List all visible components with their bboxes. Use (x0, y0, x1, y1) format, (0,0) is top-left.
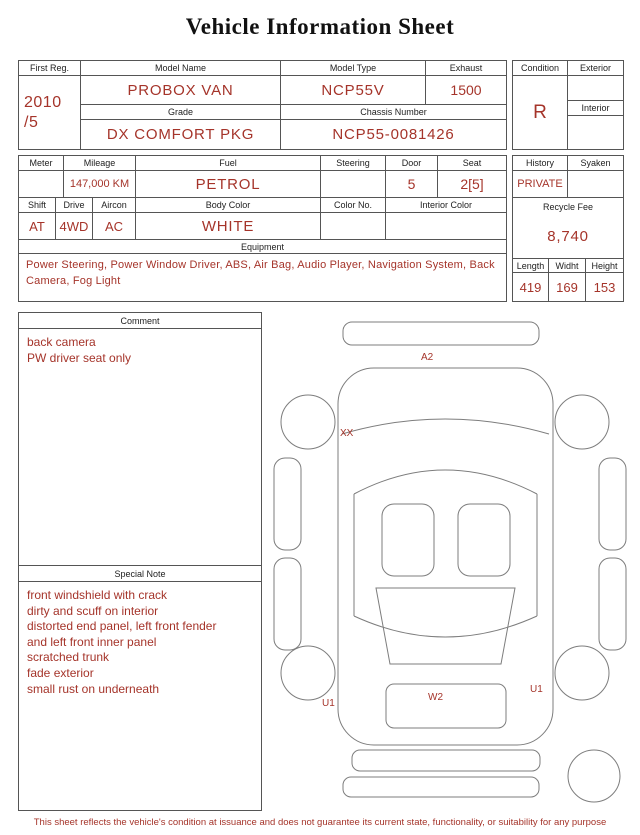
steering-label: Steering (321, 156, 386, 171)
interior-value (568, 116, 623, 149)
exterior-value (568, 76, 623, 101)
exhaust-label: Exhaust (426, 61, 506, 76)
condition-table (512, 60, 624, 150)
exterior-label: Exterior (568, 61, 623, 76)
body-color-value: WHITE (136, 213, 321, 240)
special-note-line: scratched trunk (27, 650, 110, 665)
fuel-value: PETROL (136, 171, 321, 198)
left-rear-door-panel (274, 558, 301, 650)
equipment-value: Power Steering, Power Window Driver, ABS, Air Bag, Audio Player, Navigation System, Back Camera, Fog Light (26, 259, 495, 287)
height-label: Height (586, 259, 623, 273)
seat-value: 2[5] (438, 171, 506, 198)
interior-label: Interior (568, 101, 623, 116)
color-no-label: Color No. (321, 198, 386, 213)
wheel-front-right (555, 395, 609, 449)
shift-label: Shift (19, 198, 56, 213)
fuel-label: Fuel (136, 156, 321, 171)
recycle-fee-label: Recycle Fee (542, 201, 594, 212)
special-note-line: dirty and scuff on interior (27, 603, 159, 618)
header-table (18, 60, 507, 150)
first-reg-label: First Reg. (19, 61, 81, 76)
syaken-label: Syaken (568, 156, 623, 171)
meter-label: Meter (19, 156, 64, 171)
driver-seat (382, 504, 434, 576)
footer-disclaimer: This sheet reflects the vehicle's condition at issuance and does not guarantee its current state, functionality, or suitability for any purpose (33, 817, 607, 828)
damage-label-u1-left: U1 (322, 698, 335, 709)
door-value: 5 (386, 171, 438, 198)
page-title: Vehicle Information Sheet (185, 14, 455, 39)
equipment-section (19, 240, 506, 301)
notes-column (18, 312, 262, 811)
special-note-line: fade exterior (27, 665, 94, 680)
first-reg-year: 2010 (24, 94, 62, 112)
history-row (513, 156, 623, 198)
comment-line: back camera (27, 335, 96, 349)
specs-table (18, 155, 507, 302)
grade-label: Grade (81, 105, 281, 120)
mileage-value: 147,000 KM (64, 171, 136, 198)
specs-row-1 (19, 156, 506, 198)
length-value: 419 (513, 273, 549, 301)
aircon-value: AC (93, 213, 136, 240)
rear-bumper (343, 777, 539, 797)
rear-panel (352, 750, 540, 771)
width-value: 169 (549, 273, 586, 301)
special-note-line: and left front inner panel (27, 634, 157, 649)
comment-box (18, 312, 262, 566)
first-reg-value (19, 76, 81, 149)
condition-value: R (513, 76, 568, 149)
special-note-content (19, 582, 261, 703)
passenger-seat (458, 504, 510, 576)
syaken-value (568, 171, 623, 198)
cargo-area (376, 588, 515, 664)
history-label: History (513, 156, 568, 171)
body-color-label: Body Color (136, 198, 321, 213)
comment-line: PW driver seat only (27, 350, 132, 365)
grade-value: DX COMFORT PKG (81, 120, 281, 149)
seat-label: Seat (438, 156, 506, 171)
right-front-door-panel (599, 458, 626, 550)
history-panel (512, 155, 624, 302)
damage-label-xx: XX (340, 428, 354, 439)
damage-label-u1-right: U1 (530, 684, 543, 695)
chassis-number-value: NCP55-0081426 (332, 126, 455, 143)
width-label: Widht (549, 259, 586, 273)
tailgate (386, 684, 506, 728)
steering-value (321, 171, 386, 198)
special-note-line: front windshield with crack (27, 588, 168, 602)
left-front-door-panel (274, 458, 301, 550)
model-type-label: Model Type (281, 61, 426, 76)
wheel-rear-left (281, 646, 335, 700)
special-note-box (18, 565, 262, 811)
meter-value (19, 171, 64, 198)
wheel-front-left (281, 395, 335, 449)
condition-label: Condition (513, 61, 568, 76)
exhaust-value: 1500 (426, 76, 506, 105)
spare-tire (568, 750, 620, 802)
recycle-fee-value: 8,740 (513, 215, 623, 259)
shift-value: AT (19, 213, 56, 240)
height-value: 153 (593, 279, 616, 295)
color-no-value (321, 213, 386, 240)
door-label: Door (386, 156, 438, 171)
first-reg-month: /5 (24, 113, 39, 131)
comment-content (19, 329, 261, 372)
car-body-outline (338, 368, 553, 745)
dimensions-table (513, 259, 623, 301)
interior-color-value (386, 213, 506, 240)
damage-label-w2: W2 (428, 692, 443, 703)
hood-line (342, 419, 549, 434)
interior-color-label: Interior Color (386, 198, 506, 213)
model-type-value: NCP55V (281, 76, 426, 105)
wheel-rear-right (555, 646, 609, 700)
aircon-label: Aircon (93, 198, 136, 213)
special-note-line: distorted end panel, left front fender (27, 619, 217, 634)
specs-row-2 (19, 198, 506, 240)
special-note-line: small rust on underneath (27, 681, 160, 696)
comment-title: Comment (19, 313, 261, 329)
front-bumper (343, 322, 539, 345)
right-rear-door-panel (599, 558, 626, 650)
car-diagram (264, 316, 636, 808)
drive-value: 4WD (56, 213, 93, 240)
length-label: Length (513, 259, 549, 273)
damage-label-a2: A2 (421, 352, 434, 363)
history-value: PRIVATE (513, 171, 568, 198)
mileage-label: Mileage (64, 156, 136, 171)
drive-label: Drive (56, 198, 93, 213)
chassis-number-label: Chassis Number (281, 105, 506, 120)
special-note-title: Special Note (19, 566, 261, 582)
model-name-value: PROBOX VAN (81, 76, 281, 105)
windshield-line (354, 470, 537, 494)
equipment-label: Equipment (19, 240, 506, 254)
recycle-fee-row (513, 198, 623, 259)
model-name-label: Model Name (81, 61, 281, 76)
